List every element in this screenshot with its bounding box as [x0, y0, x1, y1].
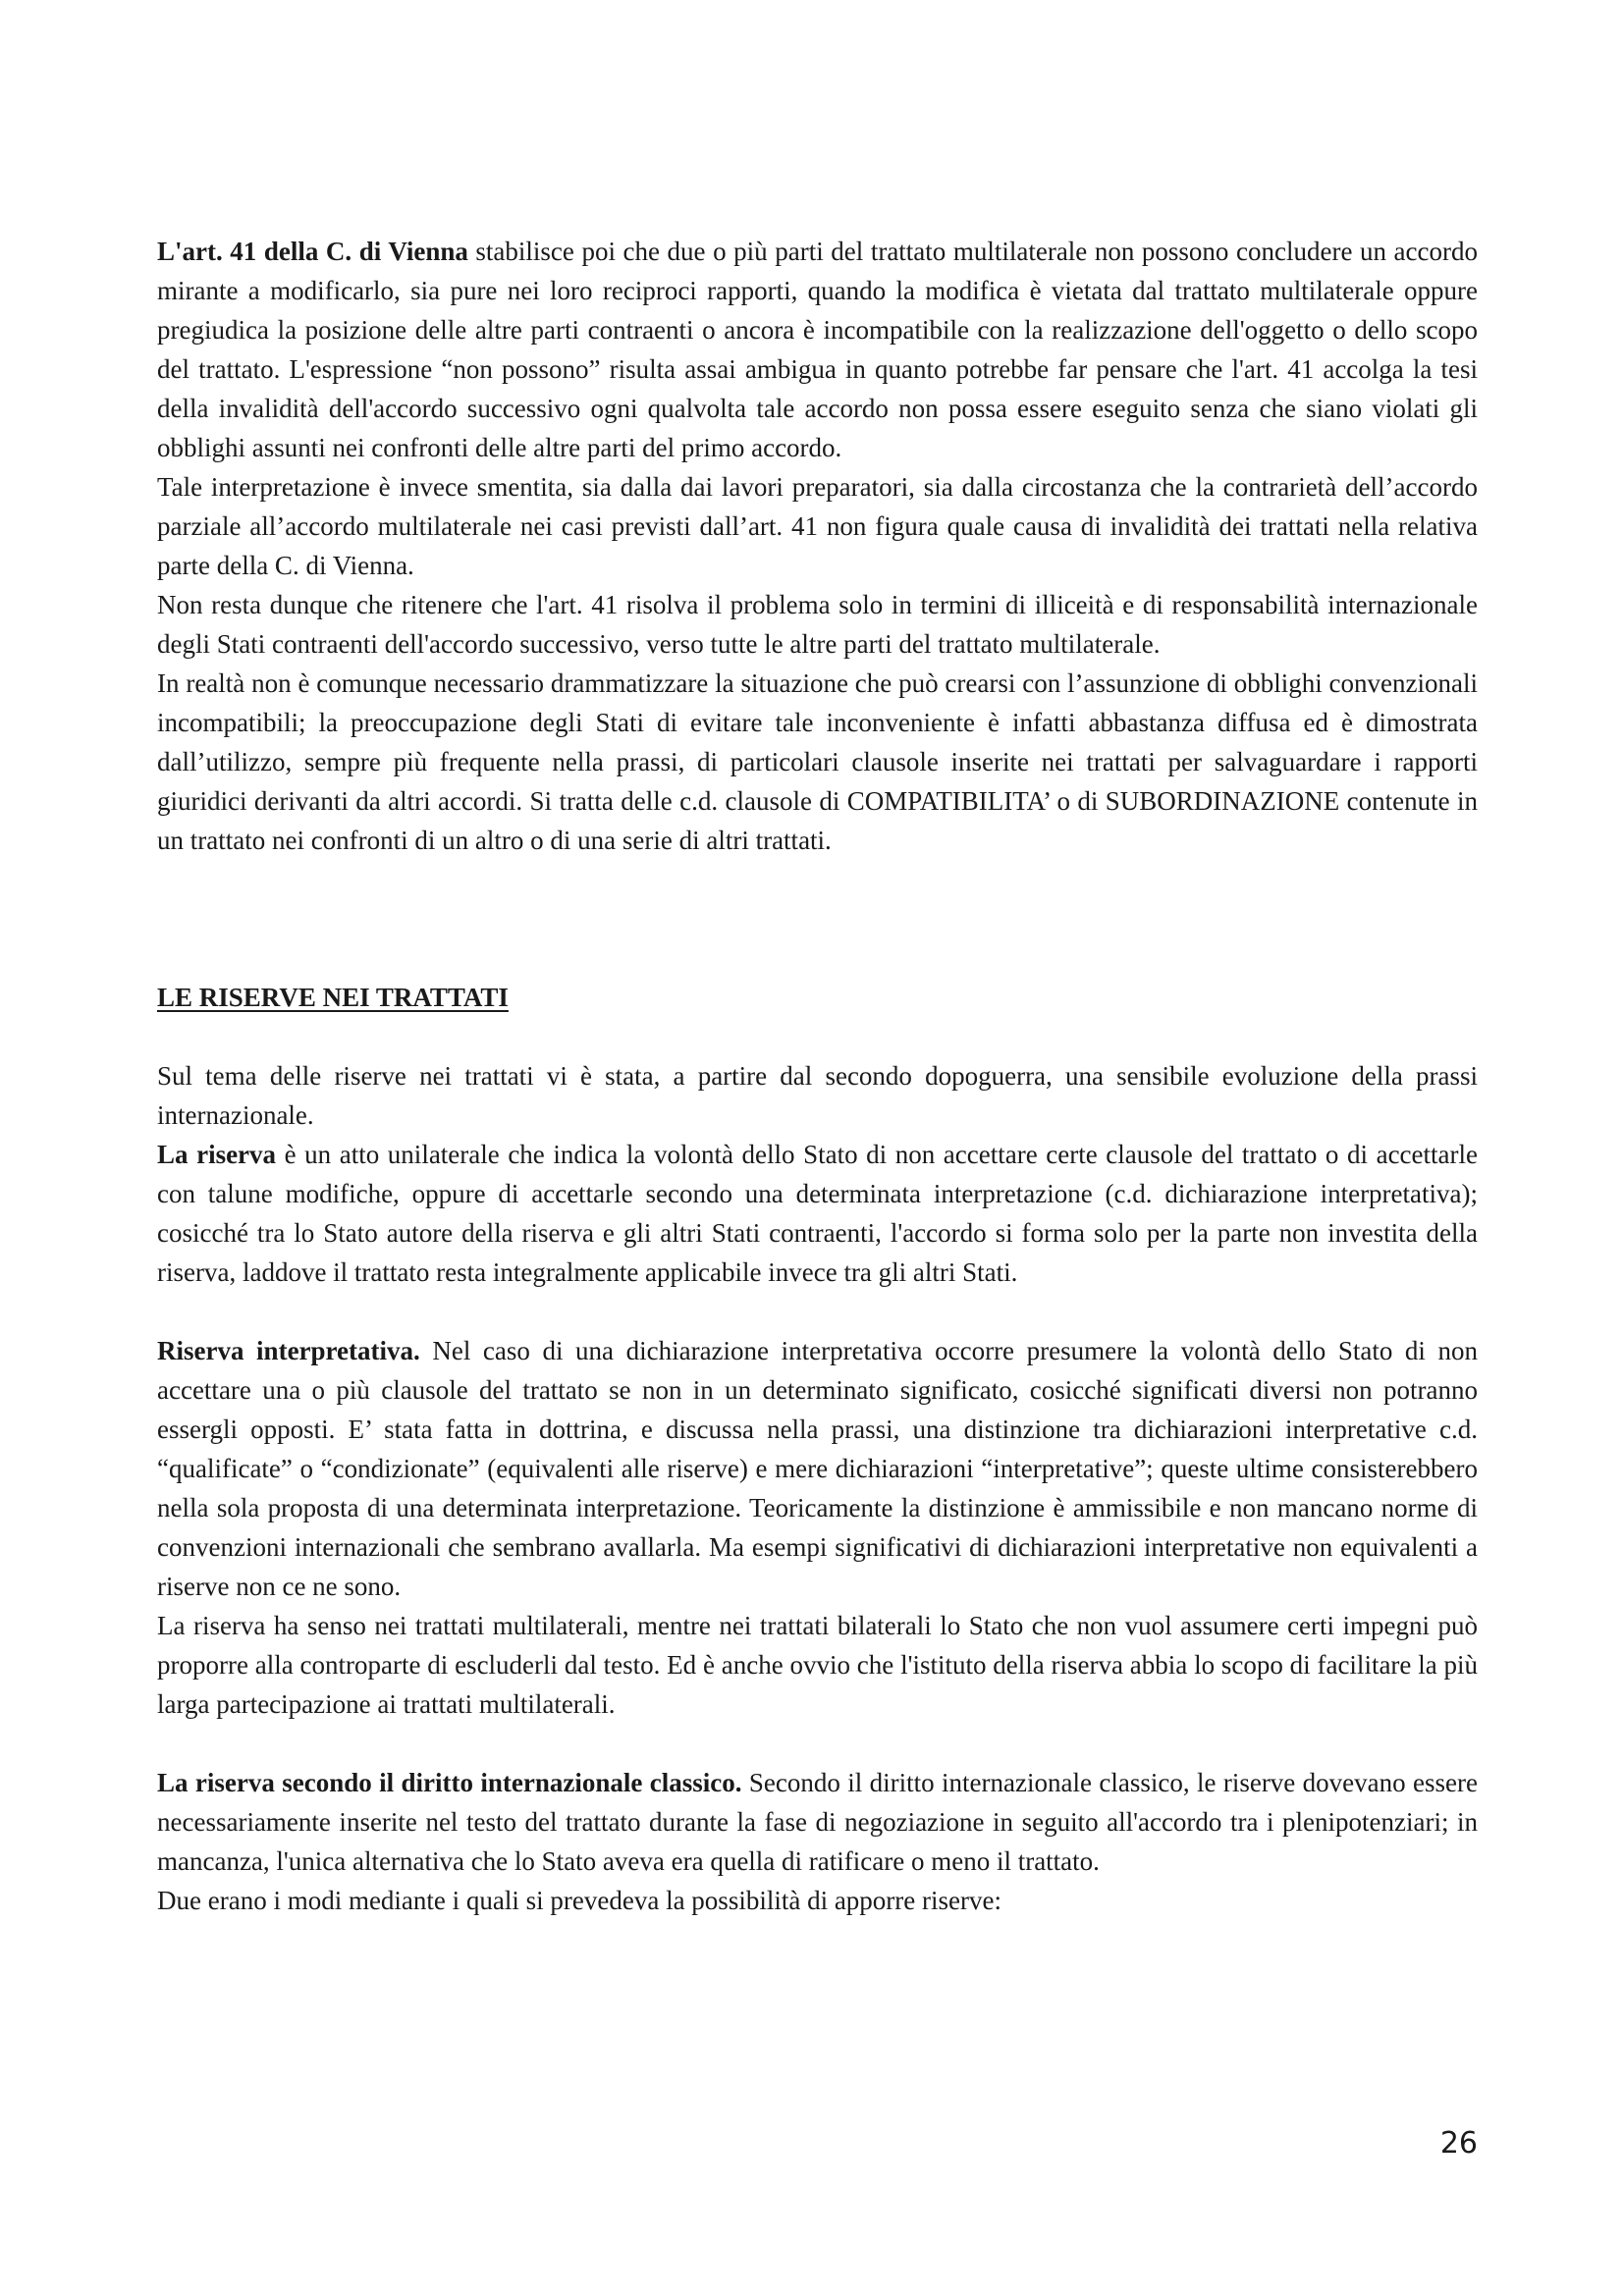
paragraph-text: Nel caso di una dichiarazione interpretativa occorre presumere la volontà dello Stato di non accettare una o più clausole del trattato se non in un determinato significato, cosicché significati diversi non potranno essergli opposti. E’ stata fatta in dottrina, e discussa nella prassi, una distinzione tra dichiarazioni interpretative c.d. “qualificate” o “condizionate” (equivalenti alle riserve) e mere dichiarazioni “interpretative”; queste ultime consisterebbero nella sola proposta di una determinata interpretazione. Teoricamente la distinzione è ammissibile e non mancano norme di convenzioni internazionali che sembrano avallarla. Ma esempi significativi di dichiarazioni interpretative non equivalenti a riserve non ce ne sono. [157, 1336, 1478, 1601]
paragraph-interpretazione: Tale interpretazione è invece smentita, sia dalla dai lavori preparatori, sia dalla circostanza che la contrarietà dell’accordo parziale all’accordo multilaterale nei casi previsti dall’art. 41 non figura quale causa di invalidità dei trattati nella relativa parte della C. di Vienna. [157, 472, 1478, 580]
document-body [157, 232, 1478, 1920]
bold-lead: Riserva interpretativa. [157, 1336, 420, 1365]
paragraph-text: Secondo il diritto internazionale classico, le riserve dovevano essere necessariamente inserite nel testo del trattato durante la fase di negoziazione in seguito all'accordo tra i plenipotenziari; in mancanza, l'unica alternativa che lo Stato aveva era quella di ratificare o meno il trattato. [157, 1768, 1478, 1876]
spacer [157, 860, 1478, 978]
section-heading: LE RISERVE NEI TRATTATI [157, 983, 509, 1012]
paragraph-due-modi: Due erano i modi mediante i quali si prevedeva la possibilità di apporre riserve: [157, 1886, 1001, 1915]
spacer [157, 1017, 1478, 1056]
bold-lead: La riserva secondo il diritto internazionale classico. [157, 1768, 742, 1797]
paragraph-clausole: In realtà non è comunque necessario drammatizzare la situazione che può crearsi con l’assunzione di obblighi convenzionali incompatibili; la preoccupazione degli Stati di evitare tale inconveniente è infatti abbastanza diffusa ed è dimostrata dall’utilizzo, sempre più frequente nella prassi, di particolari clausole inserite nei trattati per salvaguardare i rapporti giuridici derivanti da altri accordi. Si tratta delle c.d. clausole di COMPATIBILITA’ o di SUBORDINAZIONE contenute in un trattato nei confronti di un altro o di una serie di altri trattati. [157, 668, 1478, 855]
paragraph-art41 [157, 232, 1478, 467]
paragraph-illiceita: Non resta dunque che ritenere che l'art. 41 risolva il problema solo in termini di illiceità e di responsabilità internazionale degli Stati contraenti dell'accordo successivo, verso tutte le altre parti del trattato multilaterale. [157, 590, 1478, 659]
spacer [157, 1292, 1478, 1331]
spacer [157, 1724, 1478, 1763]
page-number: 26 [1439, 2126, 1478, 2161]
paragraph-diritto-classico [157, 1763, 1478, 1881]
paragraph-trattati-multilaterali: La riserva ha senso nei trattati multilaterali, mentre nei trattati bilaterali lo Stato che non vuol assumere certi impegni può proporre alla controparte di escluderli dal testo. Ed è anche ovvio che l'istituto della riserva abbia lo scopo di facilitare la più larga partecipazione ai trattati multilaterali. [157, 1611, 1478, 1719]
paragraph-text: è un atto unilaterale che indica la volontà dello Stato di non accettare certe clausole del trattato o di accettarle con talune modifiche, oppure di accettarle secondo una determinata interpretazione (c.d. dichiarazione interpretativa); cosicché tra lo Stato autore della riserva e gli altri Stati contraenti, l'accordo si forma solo per la parte non investita della riserva, laddove il trattato resta integralmente applicabile invece tra gli altri Stati. [157, 1140, 1478, 1287]
paragraph-text: stabilisce poi che due o più parti del trattato multilaterale non possono concludere un accordo mirante a modificarlo, sia pure nei loro reciproci rapporti, quando la modifica è vietata dal trattato multilaterale oppure pregiudica la posizione delle altre parti contraenti o ancora è incompatibile con la realizzazione dell'oggetto o dello scopo del trattato. L'espressione “non possono” risulta assai ambigua in quanto potrebbe far pensare che l'art. 41 accolga la tesi della invalidità dell'accordo successivo ogni qualvolta tale accordo non possa essere eseguito senza che siano violati gli obblighi assunti nei confronti delle altre parti del primo accordo. [157, 237, 1478, 462]
paragraph-riserva-interpretativa [157, 1331, 1478, 1606]
paragraph-tema-riserve: Sul tema delle riserve nei trattati vi è stata, a partire dal secondo dopoguerra, una sensibile evoluzione della prassi internazionale. [157, 1061, 1478, 1130]
bold-lead: L'art. 41 della C. di Vienna [157, 237, 468, 266]
bold-lead: La riserva [157, 1140, 277, 1169]
paragraph-la-riserva [157, 1135, 1478, 1292]
